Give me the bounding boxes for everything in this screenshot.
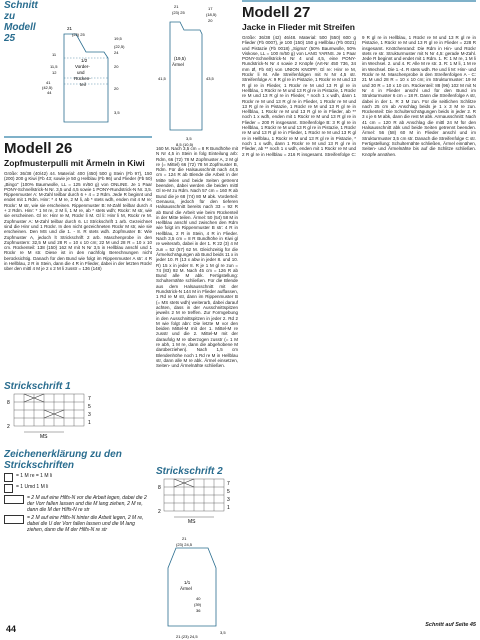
schnitt25-title: Schnitt zu Modell 25 [4, 0, 38, 44]
svg-text:Rücken-: Rücken- [74, 76, 91, 81]
svg-text:19,5: 19,5 [114, 36, 122, 41]
stickschrift1-chart [4, 392, 152, 445]
svg-text:(23) 24,5: (23) 24,5 [176, 542, 193, 547]
svg-text:11: 11 [52, 52, 57, 57]
row-label: 2 [7, 424, 10, 430]
legend-item: = 1 M re = 1 M li [4, 473, 152, 482]
middle-body: 160 M. Nach 3,5 cm = 8 R Bundhöhe mit N Nr 4,5 in Stein in folg Einteilung arb: Rdm, 66 (72) 78 M Zopfmuster A, 2 M gl re (= Mittel) 66 (72) 78 M Zopfmuster B, Rdm. Für die Halsausschnitt nach 44,5 cm = 124 R ab Blende die Arbeit in der Mitte teilen und beide Seiten getrennt beenden, dabei werden die beiden mittl Gl re-M zu Rdm. Nach 57 cm = 160 R ab Bund die je 68 (74) 80 M abk. Vorderteil: Genauso, jedoch für den tieferen Halsausschnitt bereits nach 33 = 92 R ab Bund die Arbeit wie beim Rückenteil in der Mitte teilen. Ärmel: 50 (54) 58 M in Hellblau anschl und zwischen den Rdm wie folgt im Rippenmuster B str: 4 R in Hellblau, 2 R in Stein, 4 R in Flieder. Nach 3,5 cm = 8 R Bundhöhe in Kiwi gl re weiterarb, dabei in der 1. R 22 (3) 4 M zun = 52 (57) 62 M. Gleichzeitig für die Ärmelschrägungen ab Bund beids 11 x in jeder 10. R (13 x abw in jeder 8. und 10. R) 15 x in jeder 8. R je 1 M gl re zun = 74 (83) 92 M. Nach 45 cm = 126 R ab Bund alle M abk. Fertigstellung: Schulternähte schließen. Für die Blende aus dem Halsausschnitt mit der Rundstrick-N 144 M in Flieder auffassen, 1 Rd re M str, dann im Rippenmuster B (= MS stets wdh) weiterarb, dabei darauf achten, dass in der Ausschnittspitzen jeweils 2 M re treffen. Zur Formgebung in den Ausschnittspitzen in jeder 2. Rd 2 M wie folgt abn: Die letzte M vor den beiden Mittel-M mit der 1. Mittel-M re zusstr und die 2. Mittel-M mit der daraufolg M re überzogen zusstr (= 1 M re abh, 1 M re, dann die abgehobene M darüberziehen). Nach 1,5 cm Blendenhöhe noch 1 Rd re M in Hellblau str, dann alle M re abk. Ärmel einsetzen, Seiten- und Ärmelnähte schließen. [156, 146, 238, 369]
legend-list [4, 473, 152, 533]
svg-text:12: 12 [52, 70, 57, 75]
svg-text:(23) 25: (23) 25 [72, 32, 85, 37]
svg-text:3: 3 [227, 497, 230, 503]
svg-text:17: 17 [208, 6, 213, 11]
row-label: 7 [88, 396, 91, 402]
svg-text:(23) 25: (23) 25 [172, 10, 185, 15]
model27-subtitle: Jacke in Flieder mit Streifen [242, 22, 355, 32]
row-label: 1 [88, 420, 91, 426]
ms-label: MS [40, 434, 48, 440]
svg-text:21 (23) 24,5: 21 (23) 24,5 [176, 634, 198, 639]
sleeve-schnitt-diagram [156, 534, 238, 640]
divider-band [242, 0, 476, 2]
svg-text:7: 7 [227, 481, 230, 487]
stickschrift2-chart [156, 477, 238, 532]
svg-text:41: 41 [46, 80, 51, 85]
model27-title: Modell 27 [242, 4, 311, 21]
row-label: 5 [88, 404, 91, 410]
model27-body: Größe: 36/38 (42) 46/48. Material: 500 (550) 600 g Flieder (Fb 0007), je 100 (150) 150 g Hellblau (Fb 0021) und Pistazie (Fb 0018) „Sigma“ (50% Baumwolle, 50% Viskose, LL = 100 m/50 g) von LANG YARNS. Je 1 Paar PONY-Schnellstrick-N Nr 4 und 4,5, eine PONY-Rundstrick-N Nr 4 sowie 2 Knöpfe (Art-Nr 450 736, 34 mm Ø, Fb 60) von UNION KNOPF. Gl re: Hinr re M, Rückr li M. Alle Streifenfolgen mit N Nr 4,5 str. Streifenfolge A: 9 R gl re in Pistazie, 1 Rückr re M und 13 R gl re in Flieder, 1 Rückr re M und 13 R gl re in Hellblau, 1 Rückr re M und 13 R gl re in Pistazie, 1 Rückr re M und 13 R gl re in Flieder, * noch 1 x wdh, dann 1 Rückr re M und 13 R gl re in Flieder, 1 Rückr re M und 13 R gl re in Pistazie, 1 Rückr re M und 13 R gl re in Hellblau, 1 Rückr re M und 13 R gl re in Flieder, ab ** noch 1 x wdh, enden mit 1 Rückr re M und 13 R gl re in Flieder = 200 R insgesamt. Streifenfolge B: 3 R gl re in Hellblau, 1 Rückr re M und 13 R gl re in Pistazie, 1 Rückr re M und 13 R gl re in Flieder, 1 Rückr re M und 13 R gl re in Hellblau, 1 Rückr re M und 13 R gl re in Pistazie, * noch 1 x wdh, dann 1 Rückr re M und 13 R gl re in Flieder, ab ** noch 1 x wdh, enden mit 1 Rückr re M und 2 R gl re in Hellblau = 216 R insgesamt. Streifenfolge C: 9 R gl re in Hellblau, 1 Rückr re M und 13 R gl re in Pistazie, 1 Rückr re M und 13 R gl re in Flieder = 228 R insgesamt. Knötchenrand: Die Rdm in Hin- und Rückr stets re str. Strukturmuster mit N Nr 4,5: gerade M-Zahl. Jede R beginnt und endet mit 1 Rdm. 1. R: 1 M re, 1 M li im Wechsel. 2. und 4. R: Alle M re str. 3. R: 1 M li, 1 M re im Wechsel. Die 1.-4. R stets wdh. Re und li M: Hinr- und Rückr re M. Maschenprobe in den Streifenfolgen A - C: 21 M und 28 R = 10 x 10 cm; im Strukturmuster: 19 M und 30 R = 10 x 10 cm. Rückenteil: 88 (96) 102 M mit N Nr 4 in Flieder anschl und für den Bund im Strukturmuster 6 cm = 18 R. Dann die Streifenfolge A str, dabei in der 1. R 3 M zun. Für die seitlichen Schlitze nach 25 cm ab Anschlag beids je 1 x 3 M re zun. Rückenteil: Die Schulterschrägungen beids in jeder 2. R 3 x je 6 M abk, dann die rest M abk. Armausschnitt: Nach 41 cm = 120 R ab Anschlag die mittl 24 M für den Halsausschnitt abk und beide Seiten getrennt beenden. Ärmel: 56 (58) 60 M in Flieder anschl und im Strukturmuster 3,5 cm str. Danach die Streifenfolge C str. Fertigstellung: Schulternähte schließen, Ärmel einnähen, Seiten- und Ärmelnähte bis auf die Schlitze schließen. Knöpfe annähen. [242, 35, 476, 157]
svg-text:41,5: 41,5 [158, 76, 166, 81]
svg-text:8,5 (10,5): 8,5 (10,5) [176, 142, 194, 147]
svg-text:3,5: 3,5 [114, 110, 120, 115]
svg-text:Ärmel: Ärmel [180, 586, 192, 591]
svg-text:und: und [77, 70, 85, 75]
row-label: 8 [7, 400, 10, 406]
cable-back-symbol-icon [4, 515, 24, 524]
chart-grid-lines [14, 394, 84, 426]
svg-text:(39): (39) [194, 602, 202, 607]
schnitt25-diagram [4, 24, 152, 116]
legend-title: Zeichenerklärung zu den Strickschriften [4, 449, 122, 471]
model26-title: Modell 26 [4, 140, 73, 157]
legend-item: = 2 M auf eine Hilfs-N hinter die Arbeit legen, 2 M re, dabei die U der Vorr fallen lassen und die M lang ziehen, dann die M der Hilfs-N re str [4, 515, 152, 533]
svg-text:20: 20 [208, 18, 213, 23]
schnitt-middle-diagram [156, 0, 238, 150]
yarn-over-symbol-icon [4, 484, 13, 493]
page-number: 44 [6, 624, 17, 634]
svg-text:1/1: 1/1 [184, 580, 191, 585]
svg-text:2: 2 [158, 509, 161, 515]
svg-text:Ärmel: Ärmel [172, 62, 184, 67]
svg-text:11,5: 11,5 [50, 64, 58, 69]
svg-text:3,5: 3,5 [220, 630, 226, 635]
svg-text:3,5: 3,5 [186, 136, 192, 141]
model27-footer: Schnitt auf Seite 45 [425, 622, 476, 628]
svg-text:21: 21 [182, 536, 187, 541]
svg-text:1/2: 1/2 [81, 58, 88, 63]
svg-text:(19,5): (19,5) [174, 56, 186, 61]
column-left [4, 0, 152, 640]
svg-text:5: 5 [227, 489, 230, 495]
column-right [242, 0, 476, 640]
legend-item: = 2 M auf eine Hilfs-N vor die Arbeit legen, dabei die 2 der Vorr fallen lassen und die M lang ziehen, 2 M re, dann die M der Hilfs-N re str [4, 495, 152, 513]
svg-text:8: 8 [158, 485, 161, 491]
knit-symbol-icon [4, 473, 13, 482]
legend-item: = 1 Umd 1 M li [4, 484, 152, 493]
row-label: 3 [88, 412, 91, 418]
svg-text:40: 40 [196, 596, 201, 601]
column-middle [156, 0, 238, 640]
svg-text:20: 20 [114, 64, 119, 69]
svg-text:24: 24 [114, 50, 119, 55]
stickschrift1-title: Strickschrift 1 [4, 381, 71, 392]
svg-text:Vorder-: Vorder- [75, 64, 90, 69]
divider-band [4, 136, 152, 138]
svg-text:(22,5): (22,5) [114, 44, 125, 49]
cable-front-symbol-icon [4, 495, 24, 504]
svg-text:21: 21 [174, 4, 179, 9]
svg-text:20: 20 [114, 86, 119, 91]
model26-subtitle: Zopfmusterpulli mit Ärmeln in Kiwi [4, 158, 145, 168]
svg-text:(42,5): (42,5) [42, 85, 53, 90]
svg-text:43,5: 43,5 [206, 76, 214, 81]
label-w: 21 [67, 26, 73, 31]
svg-text:44: 44 [47, 90, 52, 95]
stickschrift2-title: Strickschrift 2 [156, 466, 223, 477]
svg-text:MS: MS [188, 519, 196, 525]
model26-body: Größe: 36/38 (40/42) 44. Material: 400 (450) 500 g Stein (Fb 97), 150 (200) 200 g Kiwi (Fb 43; sowie je 50 g Helblau (Fb 96) und Flieder (Fb 50) „Bingo“ (100% Baumwolle, LL = 125 m/50 g) von ONLINE. Je 1 Paar PONY-Schnellstrick-N Nr. 3,5 und 4,5 sowie 1 PONY-Rundstrick-N Nr. 3,5. Rippenmuster A: M-Zahl teilbar durch 6 + 4 = 2 Rdm. Jede R beginnt und endet mit 1 Rdm. Hinr: * 4 M re, 2 M li, ab * stets wdh, enden mit 4 M re; Rückr: M str, wie sie erscheinen. Rippenmuster B: M-Zahl teilbar durch 4 + 2 Rdm. Hinr: * 1 M re, 2 M li, 1 M re, ab * stets wdh; Rückr: M str, wie sie erscheinen. Gl re: Hinr re M, Rückr li M. Gl li: Hinr li M, Rückr re M. Zopfmuster A: M-Zahl teilbar durch 6. Lt Strickschrift 1 arb. Gezeichnet sind die Hinr und 1 Rückr. In den nicht gezeichneten Rückr M str, wie sie erscheinen. Den MS und die 1. - 8. R stets wdh. Zopfmuster B: Wie Zopfmuster A, jedoch lt Strickschrift 2 arb. Maschenprobe in den Zopfmustern: 32,5 M und 28 R = 10 x 10 cm; 22 M und 28 R = 10 x 10 cm. Rückenteil: 138 (150) 162 M mit N Nr 3,5 in Hellblau anschl und 1 Rückr re M str. Diese ist in den nachfolg Berechnungen nicht berücksichtig. Danach für den Bund wie folgt im Rippenmuster A str: 4 R in Hellblau, 2 R in Stein, dann die 4 R in Flieder, dabei in der letzten Rückr über den mittl 4 M je 2 x 2 M li zusstr = 136 (148) [4, 171, 152, 272]
pattern-shape-vorder-ruecken [4, 24, 152, 136]
svg-text:(18,5): (18,5) [206, 12, 217, 17]
svg-text:1: 1 [227, 505, 230, 511]
svg-text:teil: teil [80, 82, 86, 87]
svg-text:36: 36 [196, 608, 201, 613]
